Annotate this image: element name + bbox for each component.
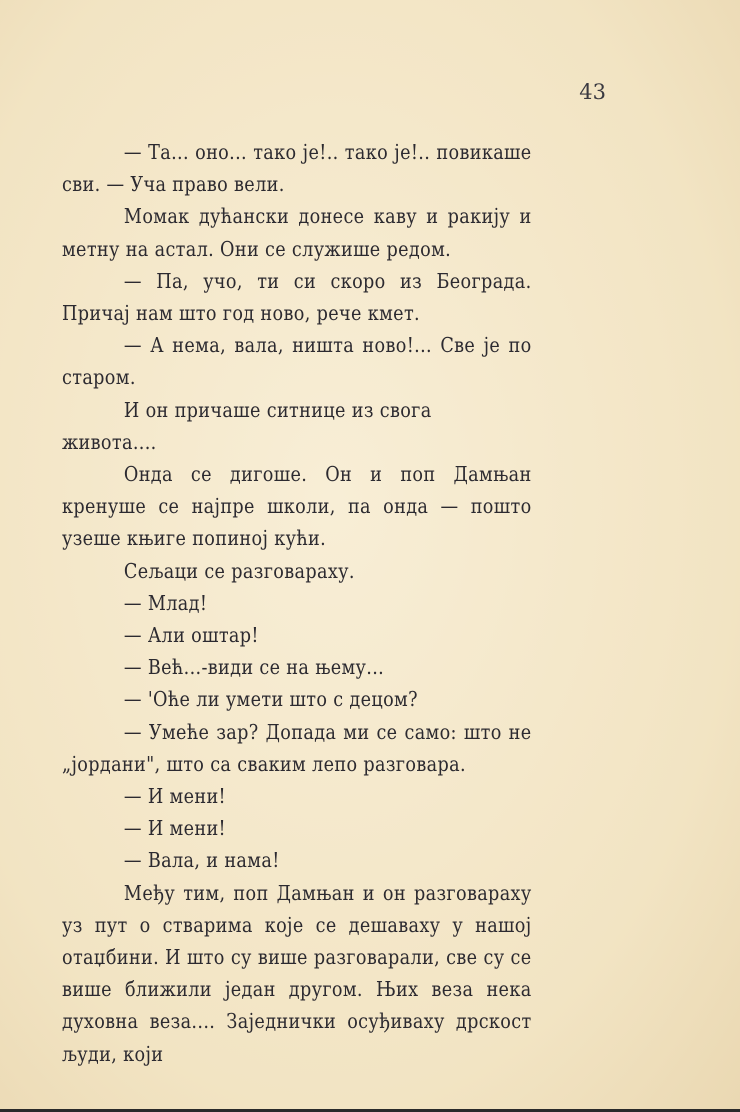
paragraph: Момак дућански донесе каву и ракију и метну на астал. Они се служише редом.: [62, 204, 532, 261]
paragraph: — А нема, вала, ништа ново!... Све је по старом.: [62, 333, 532, 390]
page-body: [62, 136, 532, 1070]
dialogue-line: — Већ...-види се на њему...: [123, 655, 385, 680]
paragraph: Онда се дигоше. Он и поп Дамњан кренуше се најпре школи, па онда — пошто узеше књиге попиној кући.: [62, 462, 532, 551]
dialogue-line: — И мени!: [123, 784, 226, 809]
paragraph: — Па, учо, ти си скоро из Београда. Причај нам што год ново, рече кмет.: [62, 268, 532, 326]
paragraph: И он причаше ситнице из свога живота....: [62, 397, 432, 454]
page-number: 43: [579, 80, 606, 104]
paragraph: Сељаци се разговараху.: [123, 558, 355, 583]
dialogue-line: — Вала, и нама!: [123, 848, 280, 873]
paragraph: Међу тим, поп Дамњан и он разговараху уз пут о стварима које се дешаваху у нашој отаџбини. И што су више разговарали, све су се више ближили један другом. Њих веза нека духовна веза.... Заједнички осуђиваху дрскост људи, који: [62, 880, 532, 1066]
dialogue-line: — 'Оће ли умети што с децом?: [123, 687, 418, 712]
dialogue-line: — И мени!: [123, 816, 226, 841]
paragraph: — Та... оно... тако је!.. тако је!.. повикаше сви. — Уча право вели.: [62, 140, 532, 197]
dialogue-line: — Млад!: [123, 590, 208, 615]
dialogue-line: — Умеће зар? Допада ми се само: што не „јордани", што са сваким лепо разговара.: [62, 719, 532, 776]
dialogue-line: — Али оштар!: [123, 623, 259, 648]
